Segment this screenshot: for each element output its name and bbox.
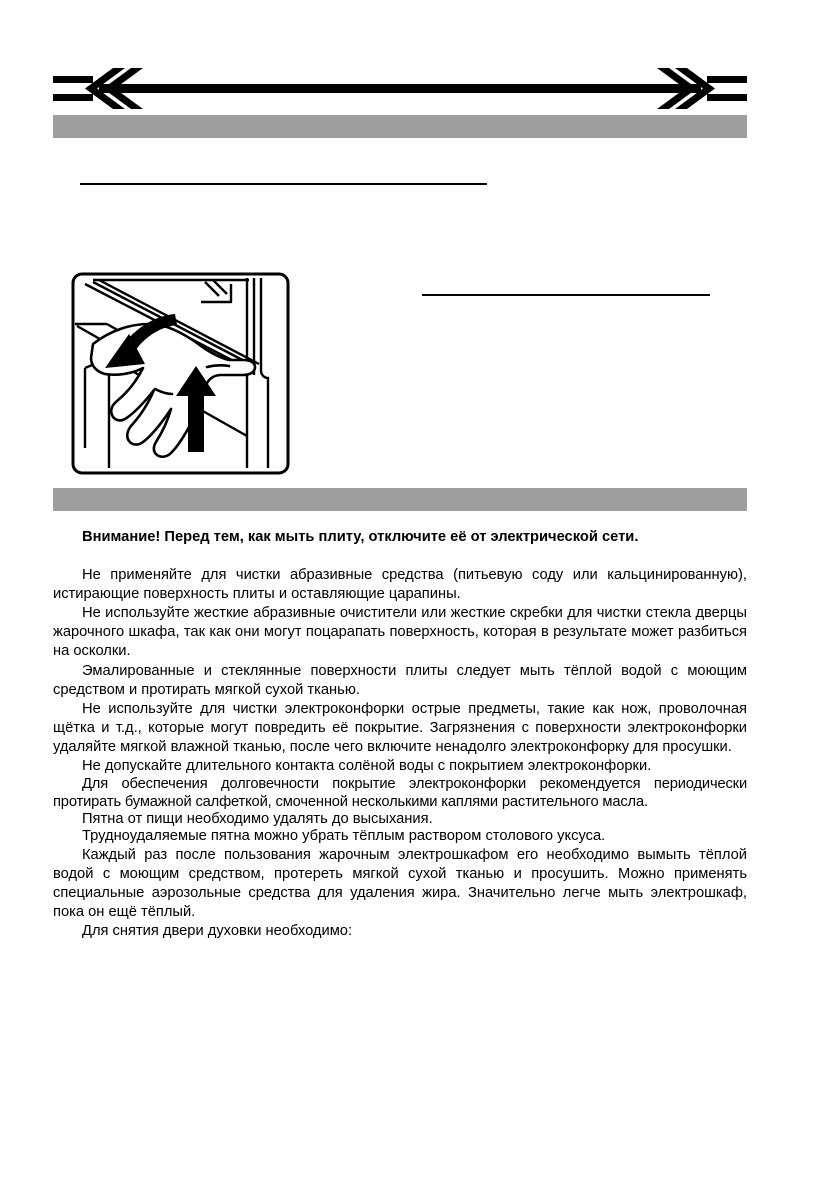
paragraph-10: Для снятия двери духовки необходимо: <box>82 923 353 940</box>
paragraph-5: Не допускайте длительного контакта солёной воды с покрытием электроконфорки. <box>82 758 652 775</box>
double-headed-arrow-divider <box>53 66 747 118</box>
paragraph-6: Для обеспечения долговечности покрытие электроконфорки рекомендуется периодически протирать бумажной салфеткой, смоченной несколькими каплями растительного масла. <box>53 776 747 810</box>
oven-door-removal-hand-diagram <box>71 272 290 475</box>
section-gray-bar <box>53 488 747 511</box>
paragraph-7: Пятна от пищи необходимо удалять до высыхания. <box>82 810 433 827</box>
header-gray-bar <box>53 115 747 138</box>
body-text-block <box>53 528 747 941</box>
section-rule-upper <box>80 183 487 185</box>
paragraph-9: Каждый раз после пользования жарочным электрошкафом его необходимо вымыть тёплой водой с моющим средством, протереть мягкой сухой тканью и просушить. Можно применять специальные аэрозольные средства для удаления жира. Значительно легче мыть электрошкаф, пока он ещё тёплый. <box>53 846 747 921</box>
paragraph-8: Трудноудаляемые пятна можно убрать тёплым раствором столового уксуса. <box>82 828 606 845</box>
paragraph-1: Не применяйте для чистки абразивные средства (питьевую соду или кальцинированную), истирающие поверхность плиты и оставляющие царапины. <box>53 567 747 603</box>
paragraph-3: Эмалированные и стеклянные поверхности плиты следует мыть тёплой водой с моющим средством и протирать мягкой сухой тканью. <box>53 662 747 698</box>
paragraph-4: Не используйте для чистки электроконфорки острые предметы, такие как нож, проволочная щётка и т.д., которые могут повредить её покрытие. Загрязнения с поверхности электроконфорки удаляйте мягкой влажной тканью, после чего включите ненадолго электроконфорку для просушки. <box>53 700 747 755</box>
section-rule-lower <box>422 294 710 296</box>
warning-paragraph: Внимание! Перед тем, как мыть плиту, отключите её от электрической сети. <box>82 529 639 545</box>
paragraph-2: Не используйте жесткие абразивные очистители или жесткие скребки для чистки стекла дверцы жарочного шкафа, так как они могут поцарапать поверхность, которая в результате может разбиться на осколки. <box>53 605 747 660</box>
